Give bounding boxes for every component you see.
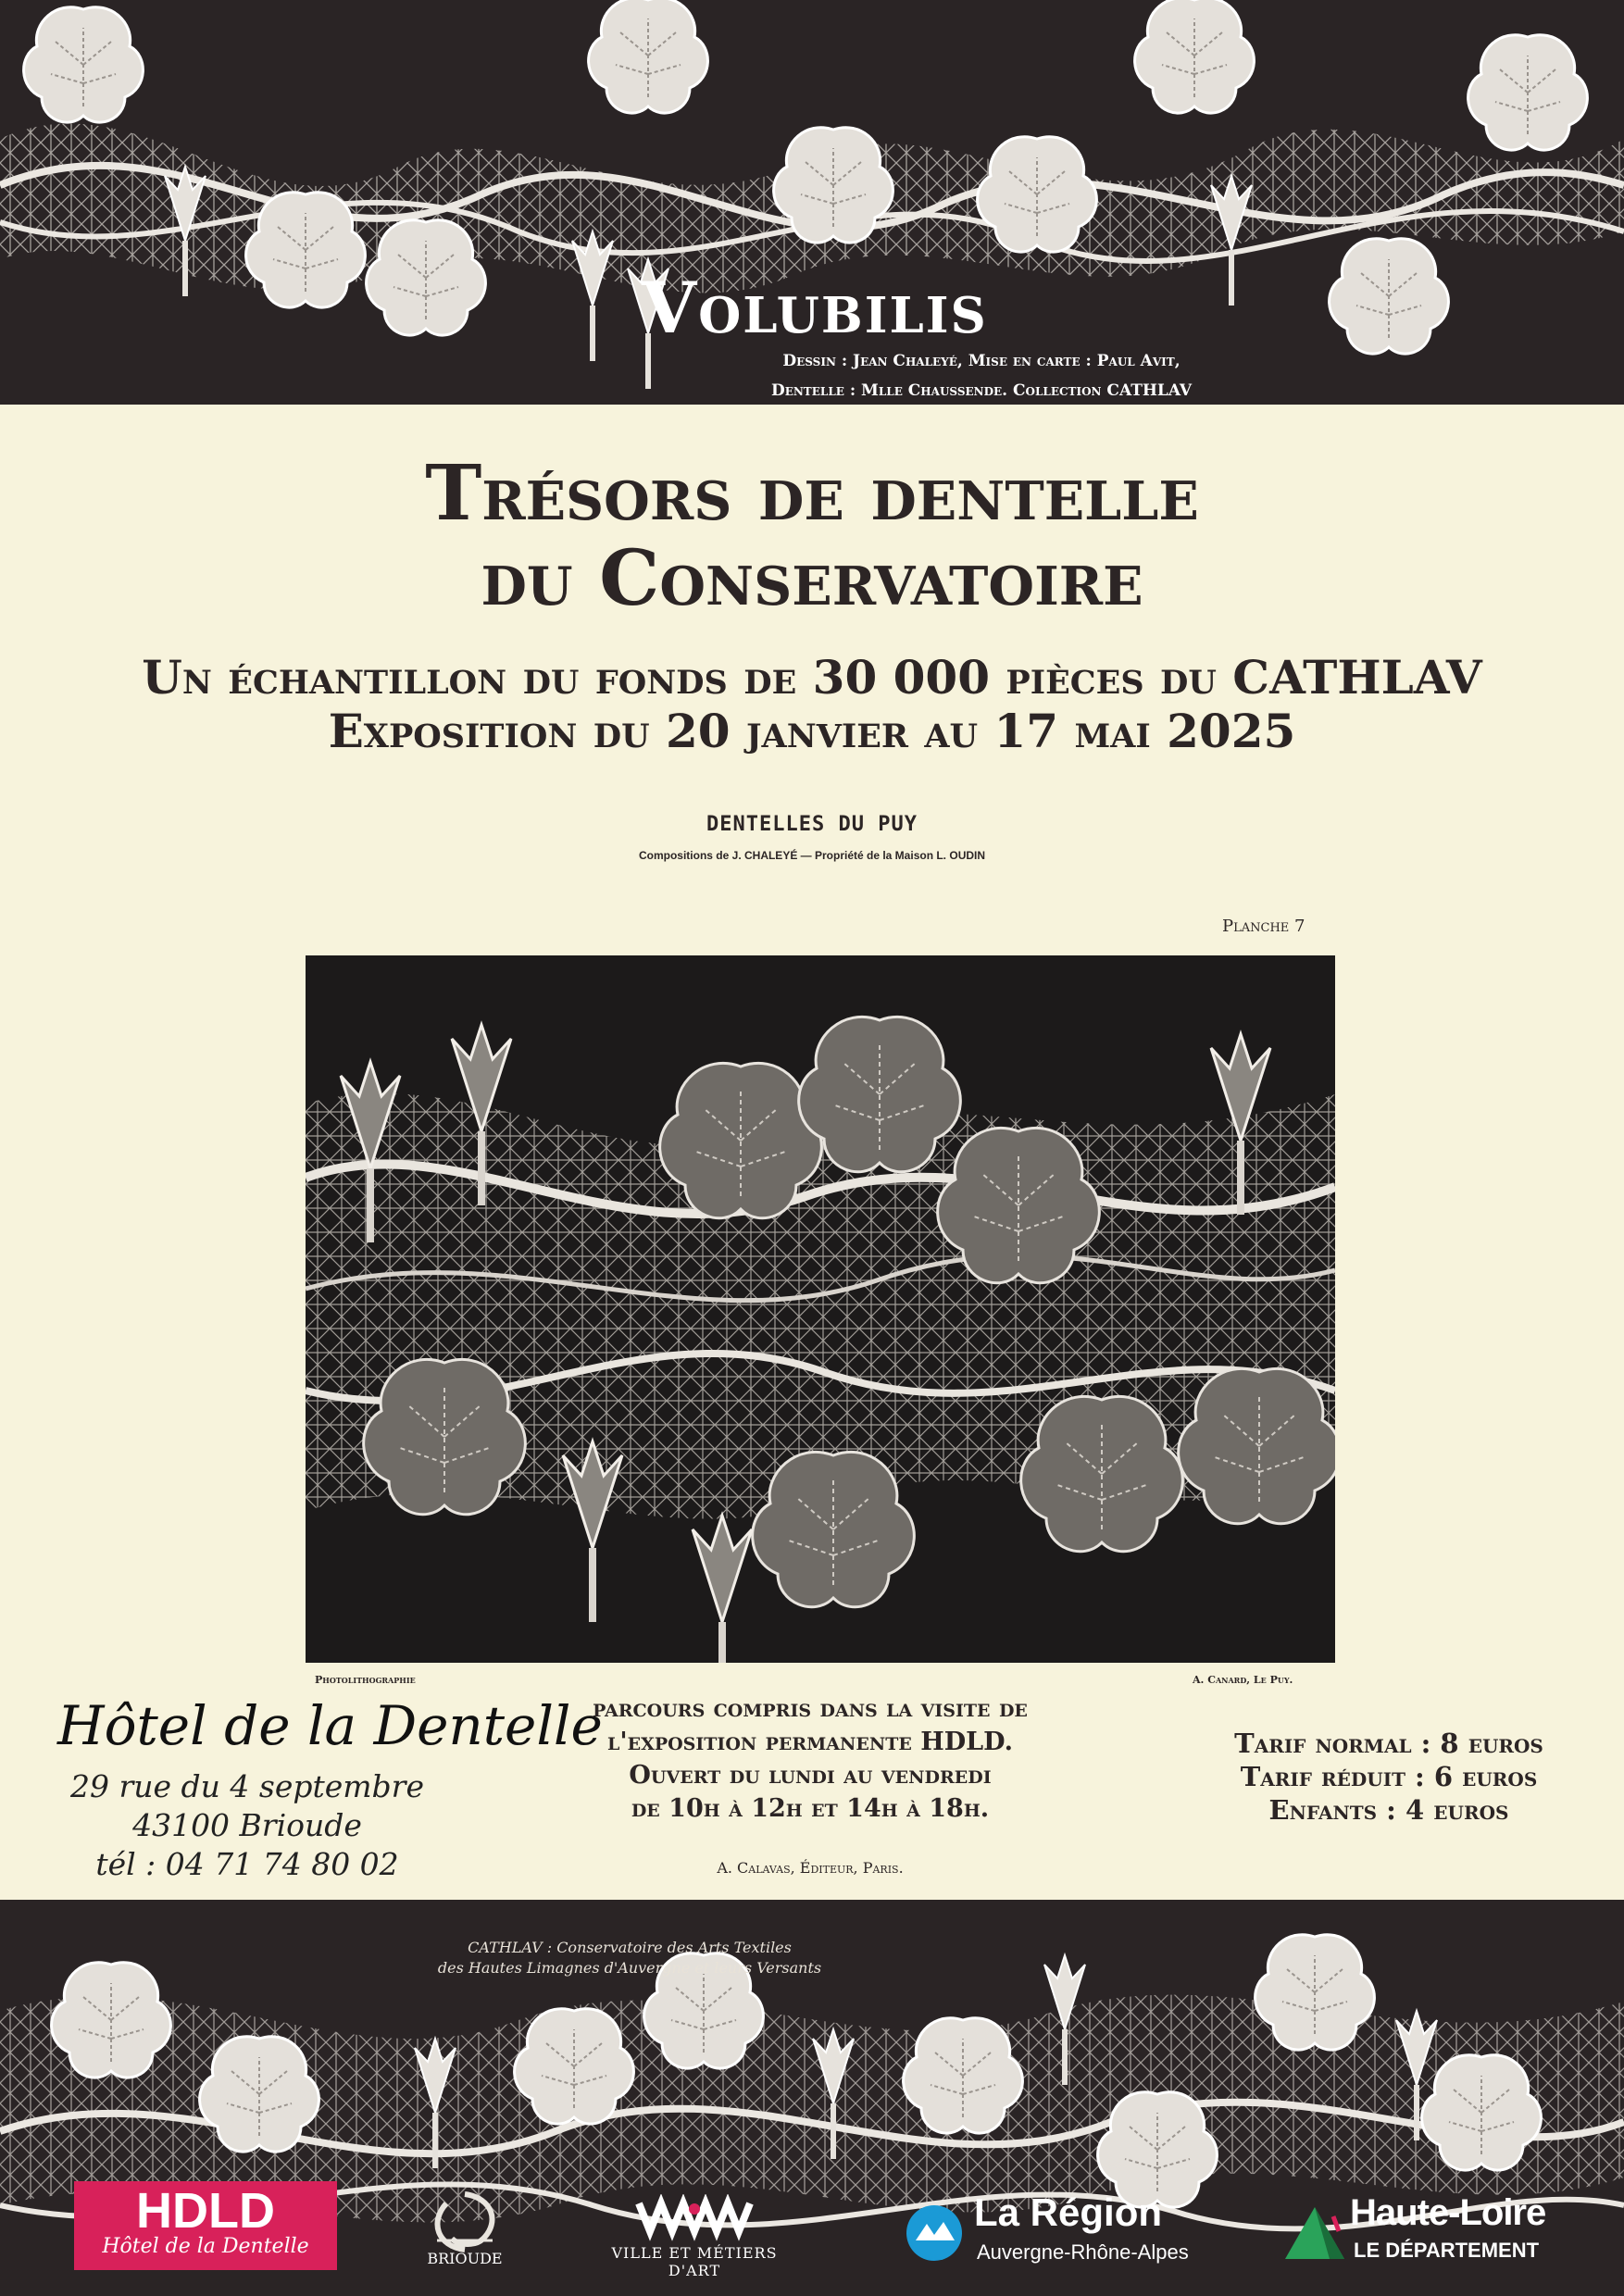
visit-info-line-2: l'exposition permanente HDLD. [607,1728,1013,1756]
venue-address-1: 29 rue du 4 septembre [70,1768,424,1804]
venue-address-2: 43100 Brioude [132,1807,362,1843]
hdld-logo-text: HDLD [136,2183,275,2239]
subtitle-line-1: Un échantillon du fonds de 30 000 pièces du CATHLAV [142,650,1482,705]
top-credit-line-2: Dentelle : Mlle Chaussende. Collection CATHLAV [770,381,1193,400]
volubilis-title: Volubilis [642,267,988,349]
hotel-name: Hôtel de la Dentelle [57,1694,603,1757]
brioude-logo-label: BRIOUDE [427,2250,503,2267]
cathlav-note-line-1: CATHLAV : Conservatoire des Arts Textiles [468,1939,792,1956]
visit-info-line-3: Ouvert du lundi au vendredi [629,1761,992,1790]
main-title [0,451,1624,621]
top-credit-line-1: Dessin : Jean Chaleyé, Mise en carte : Paul Avit, [782,352,1181,370]
haute-loire-logo-subtitle: LE DÉPARTEMENT [1354,2239,1540,2262]
main-title-line-2: du Conservatoire [481,534,1143,623]
region-logo-subtitle: Auvergne-Rhône-Alpes [977,2240,1189,2264]
plate-number: Planche 7 [1222,917,1305,936]
lace-plate-photo [306,955,1335,1663]
plate-header: DENTELLES DU PUY [706,813,918,836]
vma-logo-label: VILLE ET MÉTIERS D'ART [611,2244,778,2279]
plate-left-caption: Photolithographie [315,1674,416,1686]
lace-pattern-plate [306,955,1335,1663]
cathlav-note-line-2: des Hautes Limagnes d'Auvergne et leurs Versants [437,1959,822,1977]
venue-phone: tél : 04 71 74 80 02 [95,1846,399,1882]
haute-loire-logo-name: Haute-Loire [1350,2192,1546,2233]
price-children: Enfants : 4 euros [1268,1794,1509,1826]
subtitle-line-2: Exposition du 20 janvier au 17 mai 2025 [328,704,1296,758]
plate-right-caption: A. Canard, Le Puy. [1193,1674,1293,1686]
plate-composer: Compositions de J. CHALEYÉ — Propriété de la Maison L. OUDIN [638,849,986,862]
price-reduced: Tarif réduit : 6 euros [1240,1761,1538,1792]
visit-info-line-1: parcours compris dans la visite de [593,1694,1028,1723]
hdld-logo[interactable] [74,2181,337,2270]
region-logo-name: La Région [974,2190,1163,2234]
main-title-line-1: Trésors de dentelle [425,449,1199,538]
plate-publisher: A. Calavas, Éditeur, Paris. [717,1859,904,1877]
hdld-logo-subtitle: Hôtel de la Dentelle [102,2235,309,2258]
price-normal: Tarif normal : 8 euros [1234,1728,1543,1759]
visit-info-line-4: de 10h à 12h et 14h à 18h. [631,1794,990,1823]
